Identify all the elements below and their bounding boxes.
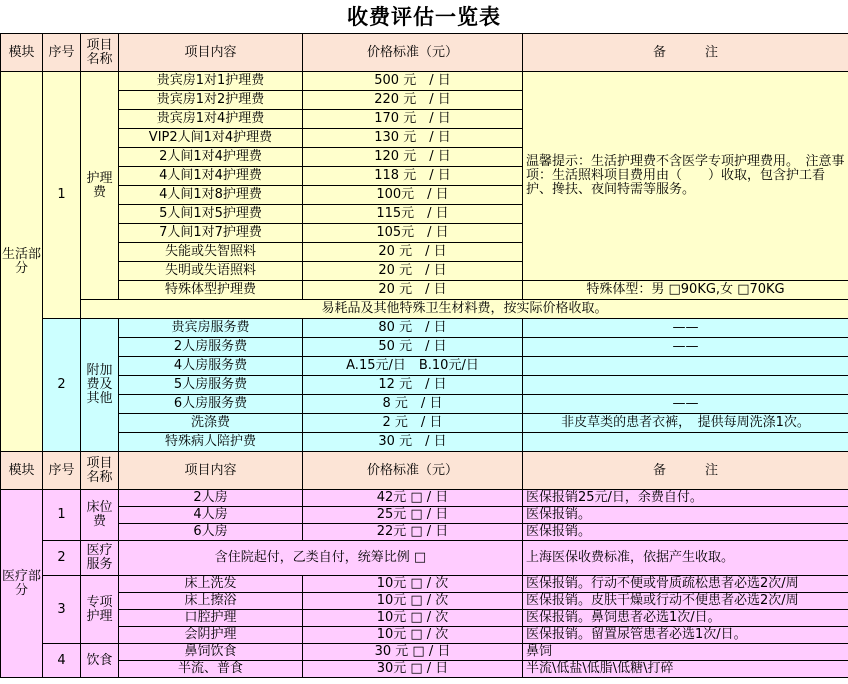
header-remark: 备 注 xyxy=(523,34,848,72)
header-item-name: 项目名称 xyxy=(81,34,119,72)
item-price: 10元 □ / 次 xyxy=(303,593,523,610)
item-remark: —— xyxy=(523,395,848,414)
item-price: 50 元 / 日 xyxy=(303,338,523,357)
item-content: 4人房服务费 xyxy=(119,357,303,376)
table-row xyxy=(1,524,848,541)
service-content: 含住院起付，乙类自付，统筹比例 □ xyxy=(119,541,523,576)
header-item-content: 项目内容 xyxy=(119,452,303,490)
item-price: 20 元 / 日 xyxy=(303,281,523,300)
table-row xyxy=(1,593,848,610)
table-row xyxy=(1,433,848,452)
special-care-name-b: 护理 xyxy=(86,608,113,624)
item-content: 半流、普食 xyxy=(119,661,303,678)
diet-name: 饮食 xyxy=(81,644,119,678)
nursing-remark: 温馨提示：生活护理费不含医学专项护理费用。 注意事项：生活照料项目费用由（ ）收取，包含护工看护、搀扶、夜间特需等服务。 xyxy=(523,72,848,281)
table-row xyxy=(1,661,848,678)
item-price: 20 元 / 日 xyxy=(303,262,523,281)
item-content: 会阴护理 xyxy=(119,627,303,644)
item-price: 8 元 / 日 xyxy=(303,395,523,414)
diet-seq: 4 xyxy=(43,644,81,678)
extra-name: 附加费及其他 xyxy=(81,319,119,452)
item-content: 贵宾房1对2护理费 xyxy=(119,91,303,110)
table-row xyxy=(1,452,848,490)
item-content: 鼻饲饮食 xyxy=(119,644,303,661)
item-price: 12 元 / 日 xyxy=(303,376,523,395)
item-remark: 医保报销25元/日，余费自付。 xyxy=(523,490,848,507)
table-row xyxy=(1,644,848,661)
item-price: 30 元 □ / 日 xyxy=(303,644,523,661)
table-row xyxy=(1,414,848,433)
consumables-note: 易耗品及其他特殊卫生材料费，按实际价格收取。 xyxy=(81,300,848,319)
item-content: 2人房 xyxy=(119,490,303,507)
item-content: 贵宾房1对4护理费 xyxy=(119,110,303,129)
item-price: 118 元 / 日 xyxy=(303,167,523,186)
item-remark: 医保报销。鼻饲患者必选1次/日。 xyxy=(523,610,848,627)
table-row xyxy=(1,357,848,376)
item-price: 22元 □ / 日 xyxy=(303,524,523,541)
item-content: 6人房服务费 xyxy=(119,395,303,414)
item-content: 4人间1对8护理费 xyxy=(119,186,303,205)
item-price: 105元 / 日 xyxy=(303,224,523,243)
item-content: 贵宾房1对1护理费 xyxy=(119,72,303,91)
table-row xyxy=(1,490,848,507)
item-content: 2人间1对4护理费 xyxy=(119,148,303,167)
header-seq: 序号 xyxy=(43,452,81,490)
item-content: 5人间1对5护理费 xyxy=(119,205,303,224)
fee-table xyxy=(0,33,848,678)
table-row xyxy=(1,34,848,72)
item-price: 80 元 / 日 xyxy=(303,319,523,338)
item-remark: 医保报销。 xyxy=(523,524,848,541)
table-row xyxy=(1,610,848,627)
item-price: 30 元 / 日 xyxy=(303,433,523,452)
header-module: 模块 xyxy=(1,452,43,490)
table-row xyxy=(1,281,848,300)
nursing-seq: 1 xyxy=(43,72,81,319)
extra-seq: 2 xyxy=(43,319,81,452)
item-price: 500 元 / 日 xyxy=(303,72,523,91)
item-price: 10元 □ / 次 xyxy=(303,610,523,627)
header-item-content: 项目内容 xyxy=(119,34,303,72)
item-price: 10元 □ / 次 xyxy=(303,576,523,593)
table-row xyxy=(1,507,848,524)
item-content: 2人房服务费 xyxy=(119,338,303,357)
special-care-seq: 3 xyxy=(43,576,81,644)
service-seq: 2 xyxy=(43,541,81,576)
item-content: 床上洗发 xyxy=(119,576,303,593)
table-row xyxy=(1,319,848,338)
medical-module-cell: 医疗部分 xyxy=(1,490,43,678)
header-price: 价格标准（元） xyxy=(303,34,523,72)
item-remark: —— xyxy=(523,319,848,338)
nursing-name: 护理费 xyxy=(81,72,119,300)
table-row xyxy=(1,300,848,319)
item-content: 口腔护理 xyxy=(119,610,303,627)
header-item-name: 项目名称 xyxy=(81,452,119,490)
service-remark: 上海医保收费标准，依据产生收取。 xyxy=(523,541,848,576)
item-content: 特殊体型护理费 xyxy=(119,281,303,300)
item-content: 失能或失智照料 xyxy=(119,243,303,262)
page-title: 收费评估一览表 xyxy=(0,0,848,33)
item-price: 100元 / 日 xyxy=(303,186,523,205)
item-price: 42元 □ / 日 xyxy=(303,490,523,507)
table-row xyxy=(1,541,848,576)
item-content: 贵宾房服务费 xyxy=(119,319,303,338)
item-price: 2 元 / 日 xyxy=(303,414,523,433)
item-remark xyxy=(523,376,848,395)
table-row xyxy=(1,72,848,91)
item-content: 6人房 xyxy=(119,524,303,541)
item-remark: 医保报销。行动不便或骨质疏松患者必选2次/周 xyxy=(523,576,848,593)
table-row xyxy=(1,376,848,395)
item-remark: 医保报销。留置尿管患者必选1次/日。 xyxy=(523,627,848,644)
header-module: 模块 xyxy=(1,34,43,72)
item-content: 5人房服务费 xyxy=(119,376,303,395)
item-price: 170 元 / 日 xyxy=(303,110,523,129)
item-remark: —— xyxy=(523,338,848,357)
item-price: A.15元/日 B.10元/日 xyxy=(303,357,523,376)
special-care-name-a: 专项 xyxy=(86,594,113,610)
special-care-name xyxy=(81,576,119,644)
bed-name: 床位费 xyxy=(81,490,119,541)
item-remark: 医保报销。 xyxy=(523,507,848,524)
item-price: 25元 □ / 日 xyxy=(303,507,523,524)
table-row xyxy=(1,338,848,357)
item-price: 115元 / 日 xyxy=(303,205,523,224)
item-content: 特殊病人陪护费 xyxy=(119,433,303,452)
table-row xyxy=(1,576,848,593)
item-remark: 鼻饲 xyxy=(523,644,848,661)
item-content: VIP2人间1对4护理费 xyxy=(119,129,303,148)
item-content: 洗涤费 xyxy=(119,414,303,433)
item-remark xyxy=(523,357,848,376)
item-price: 30元 □ / 日 xyxy=(303,661,523,678)
item-price: 220 元 / 日 xyxy=(303,91,523,110)
service-name: 医疗服务 xyxy=(81,541,119,576)
item-price: 10元 □ / 次 xyxy=(303,627,523,644)
life-module-cell: 生活部分 xyxy=(1,72,43,452)
header-price: 价格标准（元） xyxy=(303,452,523,490)
item-remark: 半流\低盐\低脂\低糖\打碎 xyxy=(523,661,848,678)
special-remark: 特殊体型：男 □90KG,女 □70KG xyxy=(523,281,848,300)
item-content: 床上擦浴 xyxy=(119,593,303,610)
item-content: 7人间1对7护理费 xyxy=(119,224,303,243)
header-remark: 备 注 xyxy=(523,452,848,490)
header-seq: 序号 xyxy=(43,34,81,72)
item-content: 失明或失语照料 xyxy=(119,262,303,281)
table-row xyxy=(1,627,848,644)
item-price: 120 元 / 日 xyxy=(303,148,523,167)
item-price: 130 元 / 日 xyxy=(303,129,523,148)
bed-seq: 1 xyxy=(43,490,81,541)
item-content: 4人房 xyxy=(119,507,303,524)
item-content: 4人间1对4护理费 xyxy=(119,167,303,186)
item-remark: 医保报销。皮肤干燥或行动不便患者必选2次/周 xyxy=(523,593,848,610)
item-remark xyxy=(523,433,848,452)
item-remark: 非皮草类的患者衣裤， 提供每周洗涤1次。 xyxy=(523,414,848,433)
table-row xyxy=(1,395,848,414)
item-price: 20 元 / 日 xyxy=(303,243,523,262)
